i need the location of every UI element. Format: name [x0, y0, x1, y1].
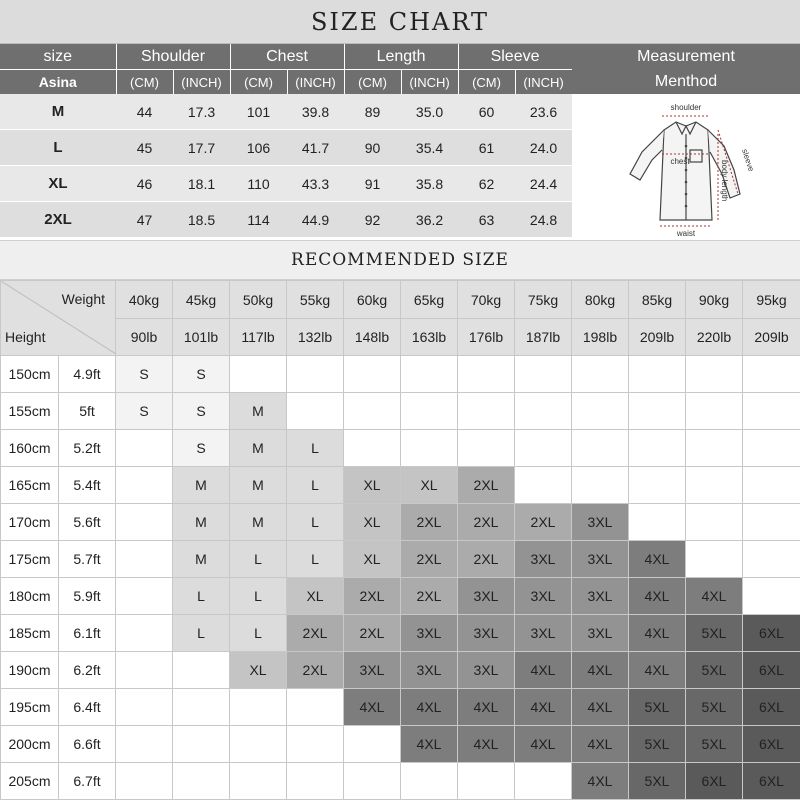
recommended-size-cell: 6XL	[743, 763, 800, 800]
height-row	[1, 763, 800, 800]
height-cm: 165cm	[1, 467, 59, 504]
height-ft: 5.4ft	[59, 467, 116, 504]
recommended-size-cell	[287, 763, 344, 800]
header-sleeve: Sleeve	[458, 44, 572, 70]
size-row	[0, 94, 572, 130]
size-row	[0, 166, 572, 202]
recommended-size-cell	[572, 356, 629, 393]
page-title: SIZE CHART	[0, 0, 800, 44]
recommended-size-cell: S	[116, 393, 173, 430]
recommended-size-cell: 4XL	[515, 726, 572, 763]
size-value: 18.1	[173, 166, 230, 202]
weight-lb: 163lb	[401, 319, 458, 356]
recommended-size-cell	[401, 763, 458, 800]
height-ft: 5.2ft	[59, 430, 116, 467]
size-label: 2XL	[0, 202, 116, 238]
measurement-title-line2: Menthod	[654, 73, 718, 90]
weight-kg: 45kg	[173, 281, 230, 319]
recommended-size-cell	[743, 578, 800, 615]
recommended-size-cell	[572, 467, 629, 504]
recommended-size-cell: 6XL	[743, 689, 800, 726]
recommended-size-cell	[629, 356, 686, 393]
recommended-size-cell	[401, 356, 458, 393]
recommended-size-cell: L	[173, 615, 230, 652]
recommended-size-cell: 2XL	[401, 578, 458, 615]
height-ft: 6.6ft	[59, 726, 116, 763]
weight-kg: 50kg	[230, 281, 287, 319]
unit-label: (INCH)	[401, 70, 458, 95]
recommended-size-cell: 3XL	[572, 578, 629, 615]
height-row	[1, 430, 800, 467]
unit-label: (CM)	[230, 70, 287, 95]
recommended-size-cell	[401, 430, 458, 467]
recommended-size-cell	[287, 689, 344, 726]
recommended-size-cell: L	[173, 578, 230, 615]
recommended-size-cell	[173, 763, 230, 800]
recommended-size-cell: M	[173, 467, 230, 504]
recommended-size-cell: L	[287, 541, 344, 578]
recommended-size-cell: 4XL	[458, 689, 515, 726]
recommended-size-cell	[287, 356, 344, 393]
weight-kg: 55kg	[287, 281, 344, 319]
unit-label: (INCH)	[515, 70, 572, 95]
height-row	[1, 615, 800, 652]
recommended-size-cell: 4XL	[515, 689, 572, 726]
size-value: 92	[344, 202, 401, 238]
shoulder-label: shoulder	[670, 103, 702, 112]
recommended-size-cell: M	[230, 504, 287, 541]
recommended-size-cell: S	[173, 393, 230, 430]
weight-kg: 60kg	[344, 281, 401, 319]
weight-kg: 75kg	[515, 281, 572, 319]
height-row	[1, 467, 800, 504]
recommended-size-cell	[287, 393, 344, 430]
recommended-size-cell: M	[230, 430, 287, 467]
recommended-size-cell: M	[173, 541, 230, 578]
recommended-size-cell: L	[287, 467, 344, 504]
size-value: 35.4	[401, 130, 458, 166]
recommended-size-cell: M	[230, 393, 287, 430]
recommended-size-title: RECOMMENDED SIZE	[0, 240, 800, 280]
recommended-size-cell: XL	[230, 652, 287, 689]
size-value: 61	[458, 130, 515, 166]
sleeve-label: sleeve	[740, 147, 756, 173]
recommended-size-cell: 2XL	[458, 504, 515, 541]
height-cm: 150cm	[1, 356, 59, 393]
recommended-size-cell: 2XL	[401, 504, 458, 541]
recommended-size-cell: M	[230, 467, 287, 504]
unit-label: (INCH)	[173, 70, 230, 95]
weight-lb: 148lb	[344, 319, 401, 356]
recommended-size-cell	[344, 726, 401, 763]
recommended-size-cell: 3XL	[515, 541, 572, 578]
weight-lb: 198lb	[572, 319, 629, 356]
recommended-size-cell	[515, 763, 572, 800]
size-value: 63	[458, 202, 515, 238]
weight-lb: 209lb	[743, 319, 800, 356]
recommended-size-cell	[743, 467, 800, 504]
recommended-size-cell	[173, 652, 230, 689]
recommended-size-cell	[572, 430, 629, 467]
unit-label: (INCH)	[287, 70, 344, 95]
recommended-size-table	[0, 280, 800, 800]
height-cm: 200cm	[1, 726, 59, 763]
recommended-size-cell: 3XL	[458, 578, 515, 615]
height-ft: 5ft	[59, 393, 116, 430]
recommended-size-cell: 2XL	[458, 541, 515, 578]
weight-kg: 65kg	[401, 281, 458, 319]
recommended-size-cell	[629, 393, 686, 430]
weight-kg: 70kg	[458, 281, 515, 319]
recommended-size-cell: 3XL	[572, 541, 629, 578]
recommended-size-cell	[116, 578, 173, 615]
size-label: M	[0, 94, 116, 130]
recommended-size-cell: 5XL	[629, 689, 686, 726]
weight-lb: 187lb	[515, 319, 572, 356]
height-row	[1, 652, 800, 689]
height-axis-label: Height	[5, 329, 46, 345]
recommended-size-cell	[686, 393, 743, 430]
recommended-size-cell	[458, 430, 515, 467]
size-value: 45	[116, 130, 173, 166]
height-row	[1, 689, 800, 726]
height-row	[1, 393, 800, 430]
recommended-size-cell	[116, 689, 173, 726]
recommended-size-cell: 6XL	[743, 615, 800, 652]
weight-lb: 176lb	[458, 319, 515, 356]
shirt-measurement-diagram	[572, 94, 800, 238]
height-cm: 160cm	[1, 430, 59, 467]
weight-lb: 90lb	[116, 319, 173, 356]
recommended-size-cell	[515, 467, 572, 504]
recommended-size-cell: 2XL	[344, 615, 401, 652]
recommended-size-cell: 5XL	[686, 615, 743, 652]
size-value: 43.3	[287, 166, 344, 202]
weight-height-corner	[1, 281, 116, 356]
size-value: 46	[116, 166, 173, 202]
recommended-size-cell: 3XL	[458, 615, 515, 652]
size-value: 106	[230, 130, 287, 166]
size-label: L	[0, 130, 116, 166]
height-row	[1, 541, 800, 578]
recommended-size-cell: S	[173, 430, 230, 467]
weight-lb: 101lb	[173, 319, 230, 356]
recommended-size-cell	[344, 393, 401, 430]
recommended-size-cell	[230, 356, 287, 393]
recommended-size-cell	[116, 541, 173, 578]
recommended-size-cell: 6XL	[686, 763, 743, 800]
size-value: 35.0	[401, 94, 458, 130]
recommended-size-cell	[743, 430, 800, 467]
measurement-method-header	[572, 44, 800, 94]
weight-kg: 80kg	[572, 281, 629, 319]
size-value: 23.6	[515, 94, 572, 130]
height-ft: 6.4ft	[59, 689, 116, 726]
recommended-size-cell: 6XL	[743, 652, 800, 689]
recommended-size-cell: 3XL	[515, 615, 572, 652]
size-value: 36.2	[401, 202, 458, 238]
weight-kg: 90kg	[686, 281, 743, 319]
size-value: 114	[230, 202, 287, 238]
recommended-size-cell: 2XL	[401, 541, 458, 578]
size-value: 60	[458, 94, 515, 130]
recommended-size-cell: 4XL	[629, 615, 686, 652]
size-row	[0, 130, 572, 166]
recommended-size-cell: 4XL	[629, 541, 686, 578]
size-value: 91	[344, 166, 401, 202]
recommended-size-cell: XL	[401, 467, 458, 504]
recommended-size-cell: 2XL	[515, 504, 572, 541]
recommended-size-cell: 4XL	[401, 689, 458, 726]
recommended-size-cell	[458, 763, 515, 800]
recommended-size-cell	[287, 726, 344, 763]
recommended-size-cell	[629, 504, 686, 541]
recommended-size-cell: 5XL	[629, 726, 686, 763]
recommended-size-cell	[686, 541, 743, 578]
recommended-size-cell: 2XL	[287, 652, 344, 689]
recommended-size-cell	[743, 356, 800, 393]
recommended-size-cell: XL	[344, 504, 401, 541]
size-value: 17.7	[173, 130, 230, 166]
recommended-size-cell: S	[116, 356, 173, 393]
recommended-size-cell	[401, 393, 458, 430]
unit-label: (CM)	[116, 70, 173, 95]
unit-label: (CM)	[344, 70, 401, 95]
recommended-size-cell: 4XL	[401, 726, 458, 763]
recommended-size-cell	[230, 726, 287, 763]
recommended-size-cell	[686, 467, 743, 504]
recommended-size-cell: XL	[344, 541, 401, 578]
recommended-size-cell	[230, 689, 287, 726]
height-cm: 185cm	[1, 615, 59, 652]
recommended-size-cell	[686, 356, 743, 393]
header-shoulder: Shoulder	[116, 44, 230, 70]
recommended-size-cell: 5XL	[629, 763, 686, 800]
recommended-size-cell	[116, 504, 173, 541]
recommended-size-cell	[230, 763, 287, 800]
height-ft: 5.9ft	[59, 578, 116, 615]
body-length-label: body length	[720, 160, 729, 202]
recommended-size-cell: 5XL	[686, 726, 743, 763]
size-measurement-table	[0, 44, 573, 238]
height-row	[1, 726, 800, 763]
recommended-size-cell: 4XL	[629, 578, 686, 615]
recommended-size-cell: L	[230, 541, 287, 578]
weight-lb: 209lb	[629, 319, 686, 356]
recommended-size-cell	[116, 467, 173, 504]
recommended-size-cell: 3XL	[401, 652, 458, 689]
recommended-size-cell: 4XL	[572, 689, 629, 726]
recommended-size-cell	[515, 430, 572, 467]
size-value: 47	[116, 202, 173, 238]
size-value: 44	[116, 94, 173, 130]
recommended-size-cell	[116, 652, 173, 689]
recommended-size-cell: S	[173, 356, 230, 393]
recommended-size-cell: 4XL	[629, 652, 686, 689]
measurement-title-line1: Measurement	[637, 48, 735, 65]
recommended-size-cell: 3XL	[515, 578, 572, 615]
recommended-size-cell	[116, 615, 173, 652]
recommended-table-body	[1, 356, 800, 800]
recommended-size-cell	[743, 393, 800, 430]
recommended-size-cell: 4XL	[572, 726, 629, 763]
height-ft: 6.7ft	[59, 763, 116, 800]
recommended-size-cell: 4XL	[572, 652, 629, 689]
size-value: 24.0	[515, 130, 572, 166]
recommended-size-cell: L	[287, 504, 344, 541]
height-cm: 180cm	[1, 578, 59, 615]
unit-label: (CM)	[458, 70, 515, 95]
recommended-size-cell	[629, 430, 686, 467]
size-table-header	[0, 44, 572, 70]
recommended-size-cell	[629, 467, 686, 504]
recommended-size-cell: 4XL	[515, 652, 572, 689]
height-ft: 5.7ft	[59, 541, 116, 578]
size-value: 110	[230, 166, 287, 202]
recommended-size-cell: 3XL	[572, 504, 629, 541]
height-ft: 5.6ft	[59, 504, 116, 541]
recommended-size-cell	[686, 430, 743, 467]
recommended-size-cell: M	[173, 504, 230, 541]
recommended-size-cell	[743, 504, 800, 541]
size-table-body	[0, 94, 572, 238]
recommended-size-cell	[116, 430, 173, 467]
recommended-size-cell: 6XL	[743, 726, 800, 763]
weight-lb: 132lb	[287, 319, 344, 356]
recommended-size-cell: 3XL	[572, 615, 629, 652]
recommended-size-cell	[116, 763, 173, 800]
height-cm: 195cm	[1, 689, 59, 726]
recommended-size-cell	[743, 541, 800, 578]
height-ft: 4.9ft	[59, 356, 116, 393]
size-value: 101	[230, 94, 287, 130]
waist-label: waist	[676, 229, 696, 238]
recommended-size-cell: L	[230, 578, 287, 615]
recommended-size-cell	[515, 393, 572, 430]
weight-kg: 85kg	[629, 281, 686, 319]
height-row	[1, 578, 800, 615]
height-ft: 6.2ft	[59, 652, 116, 689]
recommended-size-cell: 3XL	[344, 652, 401, 689]
header-size: size	[0, 44, 116, 70]
recommended-size-cell: 3XL	[458, 652, 515, 689]
size-value: 90	[344, 130, 401, 166]
size-value: 62	[458, 166, 515, 202]
header-chest: Chest	[230, 44, 344, 70]
recommended-size-cell	[344, 356, 401, 393]
size-label: XL	[0, 166, 116, 202]
recommended-size-cell	[686, 504, 743, 541]
weight-axis-label: Weight	[61, 291, 105, 307]
recommended-size-cell	[344, 763, 401, 800]
height-cm: 155cm	[1, 393, 59, 430]
size-value: 17.3	[173, 94, 230, 130]
height-cm: 170cm	[1, 504, 59, 541]
weight-lb: 220lb	[686, 319, 743, 356]
recommended-size-cell: 2XL	[458, 467, 515, 504]
recommended-size-cell: 4XL	[686, 578, 743, 615]
recommended-size-cell: 3XL	[401, 615, 458, 652]
recommended-size-cell: 2XL	[344, 578, 401, 615]
size-value: 35.8	[401, 166, 458, 202]
height-row	[1, 504, 800, 541]
weight-kg: 40kg	[116, 281, 173, 319]
recommended-size-cell	[572, 393, 629, 430]
height-ft: 6.1ft	[59, 615, 116, 652]
recommended-size-cell	[458, 356, 515, 393]
size-value: 44.9	[287, 202, 344, 238]
recommended-size-cell	[458, 393, 515, 430]
recommended-size-cell: XL	[344, 467, 401, 504]
recommended-size-cell: 4XL	[458, 726, 515, 763]
recommended-size-cell	[116, 726, 173, 763]
recommended-size-cell	[173, 726, 230, 763]
size-value: 24.8	[515, 202, 572, 238]
weight-kg: 95kg	[743, 281, 800, 319]
size-value: 39.8	[287, 94, 344, 130]
height-cm: 175cm	[1, 541, 59, 578]
recommended-size-cell: 5XL	[686, 652, 743, 689]
recommended-size-cell: L	[230, 615, 287, 652]
size-value: 89	[344, 94, 401, 130]
size-row	[0, 202, 572, 238]
height-cm: 190cm	[1, 652, 59, 689]
recommended-size-cell: L	[287, 430, 344, 467]
recommended-size-cell: 4XL	[572, 763, 629, 800]
recommended-size-cell: 4XL	[344, 689, 401, 726]
shirt-diagram-icon	[572, 94, 800, 238]
header-asina: Asina	[0, 70, 116, 95]
recommended-size-cell	[173, 689, 230, 726]
recommended-size-cell: 5XL	[686, 689, 743, 726]
chest-label: chest	[670, 157, 690, 166]
height-row	[1, 356, 800, 393]
recommended-size-cell: XL	[287, 578, 344, 615]
size-value: 41.7	[287, 130, 344, 166]
recommended-size-cell	[515, 356, 572, 393]
weight-lb: 117lb	[230, 319, 287, 356]
size-table-units-row	[0, 70, 572, 95]
size-value: 24.4	[515, 166, 572, 202]
recommended-size-cell	[344, 430, 401, 467]
height-cm: 205cm	[1, 763, 59, 800]
header-length: Length	[344, 44, 458, 70]
size-value: 18.5	[173, 202, 230, 238]
recommended-size-cell: 2XL	[287, 615, 344, 652]
